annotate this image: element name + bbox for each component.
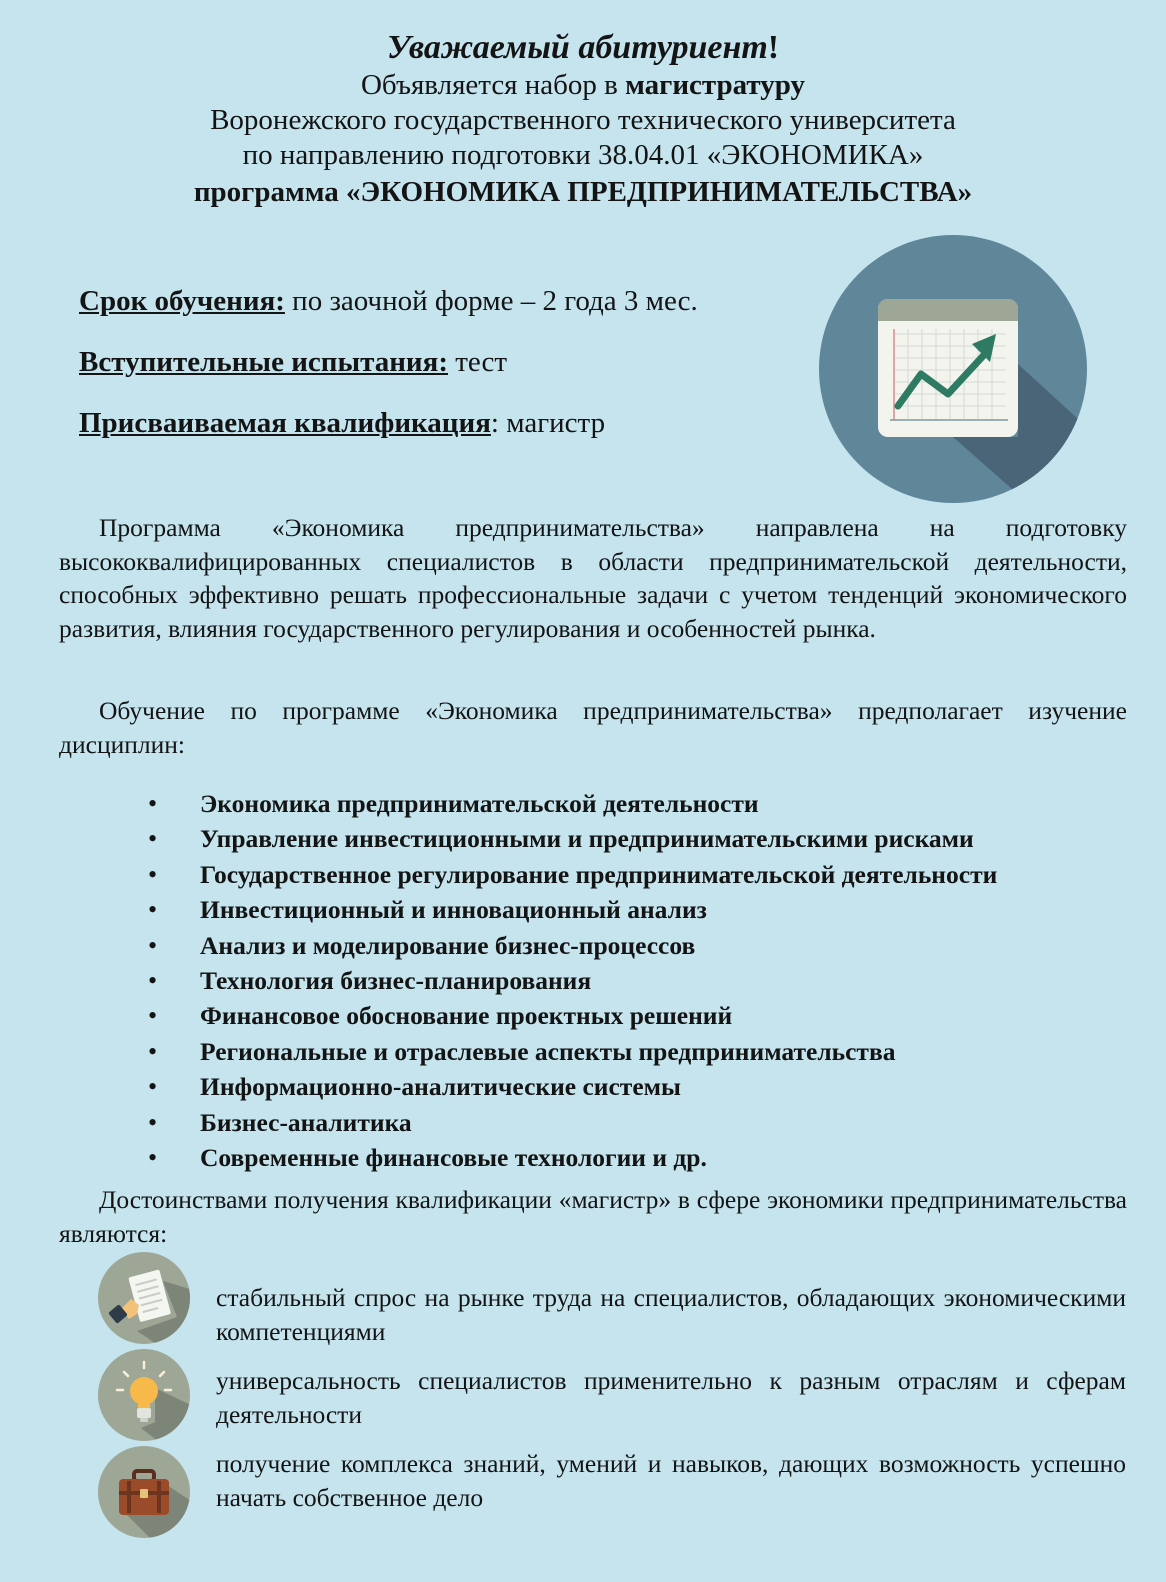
list-item: • Анализ и моделирование бизнес-процессов (148, 928, 1138, 963)
briefcase-icon (97, 1445, 191, 1539)
list-item: • Технология бизнес-планирования (148, 963, 1138, 998)
announcement-header (0, 28, 1166, 211)
advantage-3: получение комплекса знаний, умений и навыков, дающих возможность успешно начать собственное дело (216, 1449, 1126, 1512)
advantages-intro: Достоинствами получения квалификации «магистр» в сфере экономики предпринимательства являются: (59, 1185, 1127, 1248)
announcement-line: Объявляется набор в магистратуру (360, 69, 806, 101)
disciplines-intro: Обучение по программе «Экономика предпринимательства» предполагает изучение дисциплин: (59, 696, 1127, 759)
growth-chart-icon (818, 234, 1088, 504)
duration-row: Срок обучения: по заочной форме – 2 года 3 мес. (79, 285, 698, 317)
direction-line: по направлению подготовки 38.04.01 «ЭКОНОМИКА» (242, 139, 924, 171)
list-item: • Инвестиционный и инновационный анализ (148, 892, 1138, 927)
program-description: Программа «Экономика предпринимательства» направлена на подготовку высококвалифицированных специалистов в области предпринимательской деятельности, способных эффективно решать профессиональные задачи с учетом тенденций экономического развития, влияния государственного регулирования и особенностей рынка. (59, 513, 1127, 643)
list-item: • Финансовое обоснование проектных решений (148, 998, 1138, 1033)
university-name: Воронежского государственного технического университета (210, 104, 956, 136)
list-item: • Экономика предпринимательской деятельности (148, 786, 1138, 821)
qualification-row: Присваиваемая квалификация: магистр (79, 407, 606, 439)
exams-row: Вступительные испытания: тест (79, 346, 508, 378)
program-title: программа «ЭКОНОМИКА ПРЕДПРИНИМАТЕЛЬСТВА» (193, 176, 973, 208)
greeting: Уважаемый абитуриент! (386, 29, 780, 66)
advantage-2: универсальность специалистов применительно к разным отраслям и сферам деятельности (216, 1366, 1126, 1429)
advantage-1: стабильный спрос на рынке труда на специалистов, обладающих экономическими компетенциями (216, 1283, 1126, 1346)
list-item: • Региональные и отраслевые аспекты предпринимательства (148, 1034, 1138, 1069)
disciplines-list (148, 786, 1138, 1175)
list-item: • Бизнес-аналитика (148, 1105, 1138, 1140)
list-item: • Современные финансовые технологии и др. (148, 1140, 1138, 1175)
lightbulb-icon (97, 1348, 191, 1442)
document-hand-icon (97, 1251, 191, 1345)
list-item: • Управление инвестиционными и предпринимательскими рисками (148, 821, 1138, 856)
list-item: • Информационно-аналитические системы (148, 1069, 1138, 1104)
list-item: • Государственное регулирование предпринимательской деятельности (148, 857, 1138, 892)
